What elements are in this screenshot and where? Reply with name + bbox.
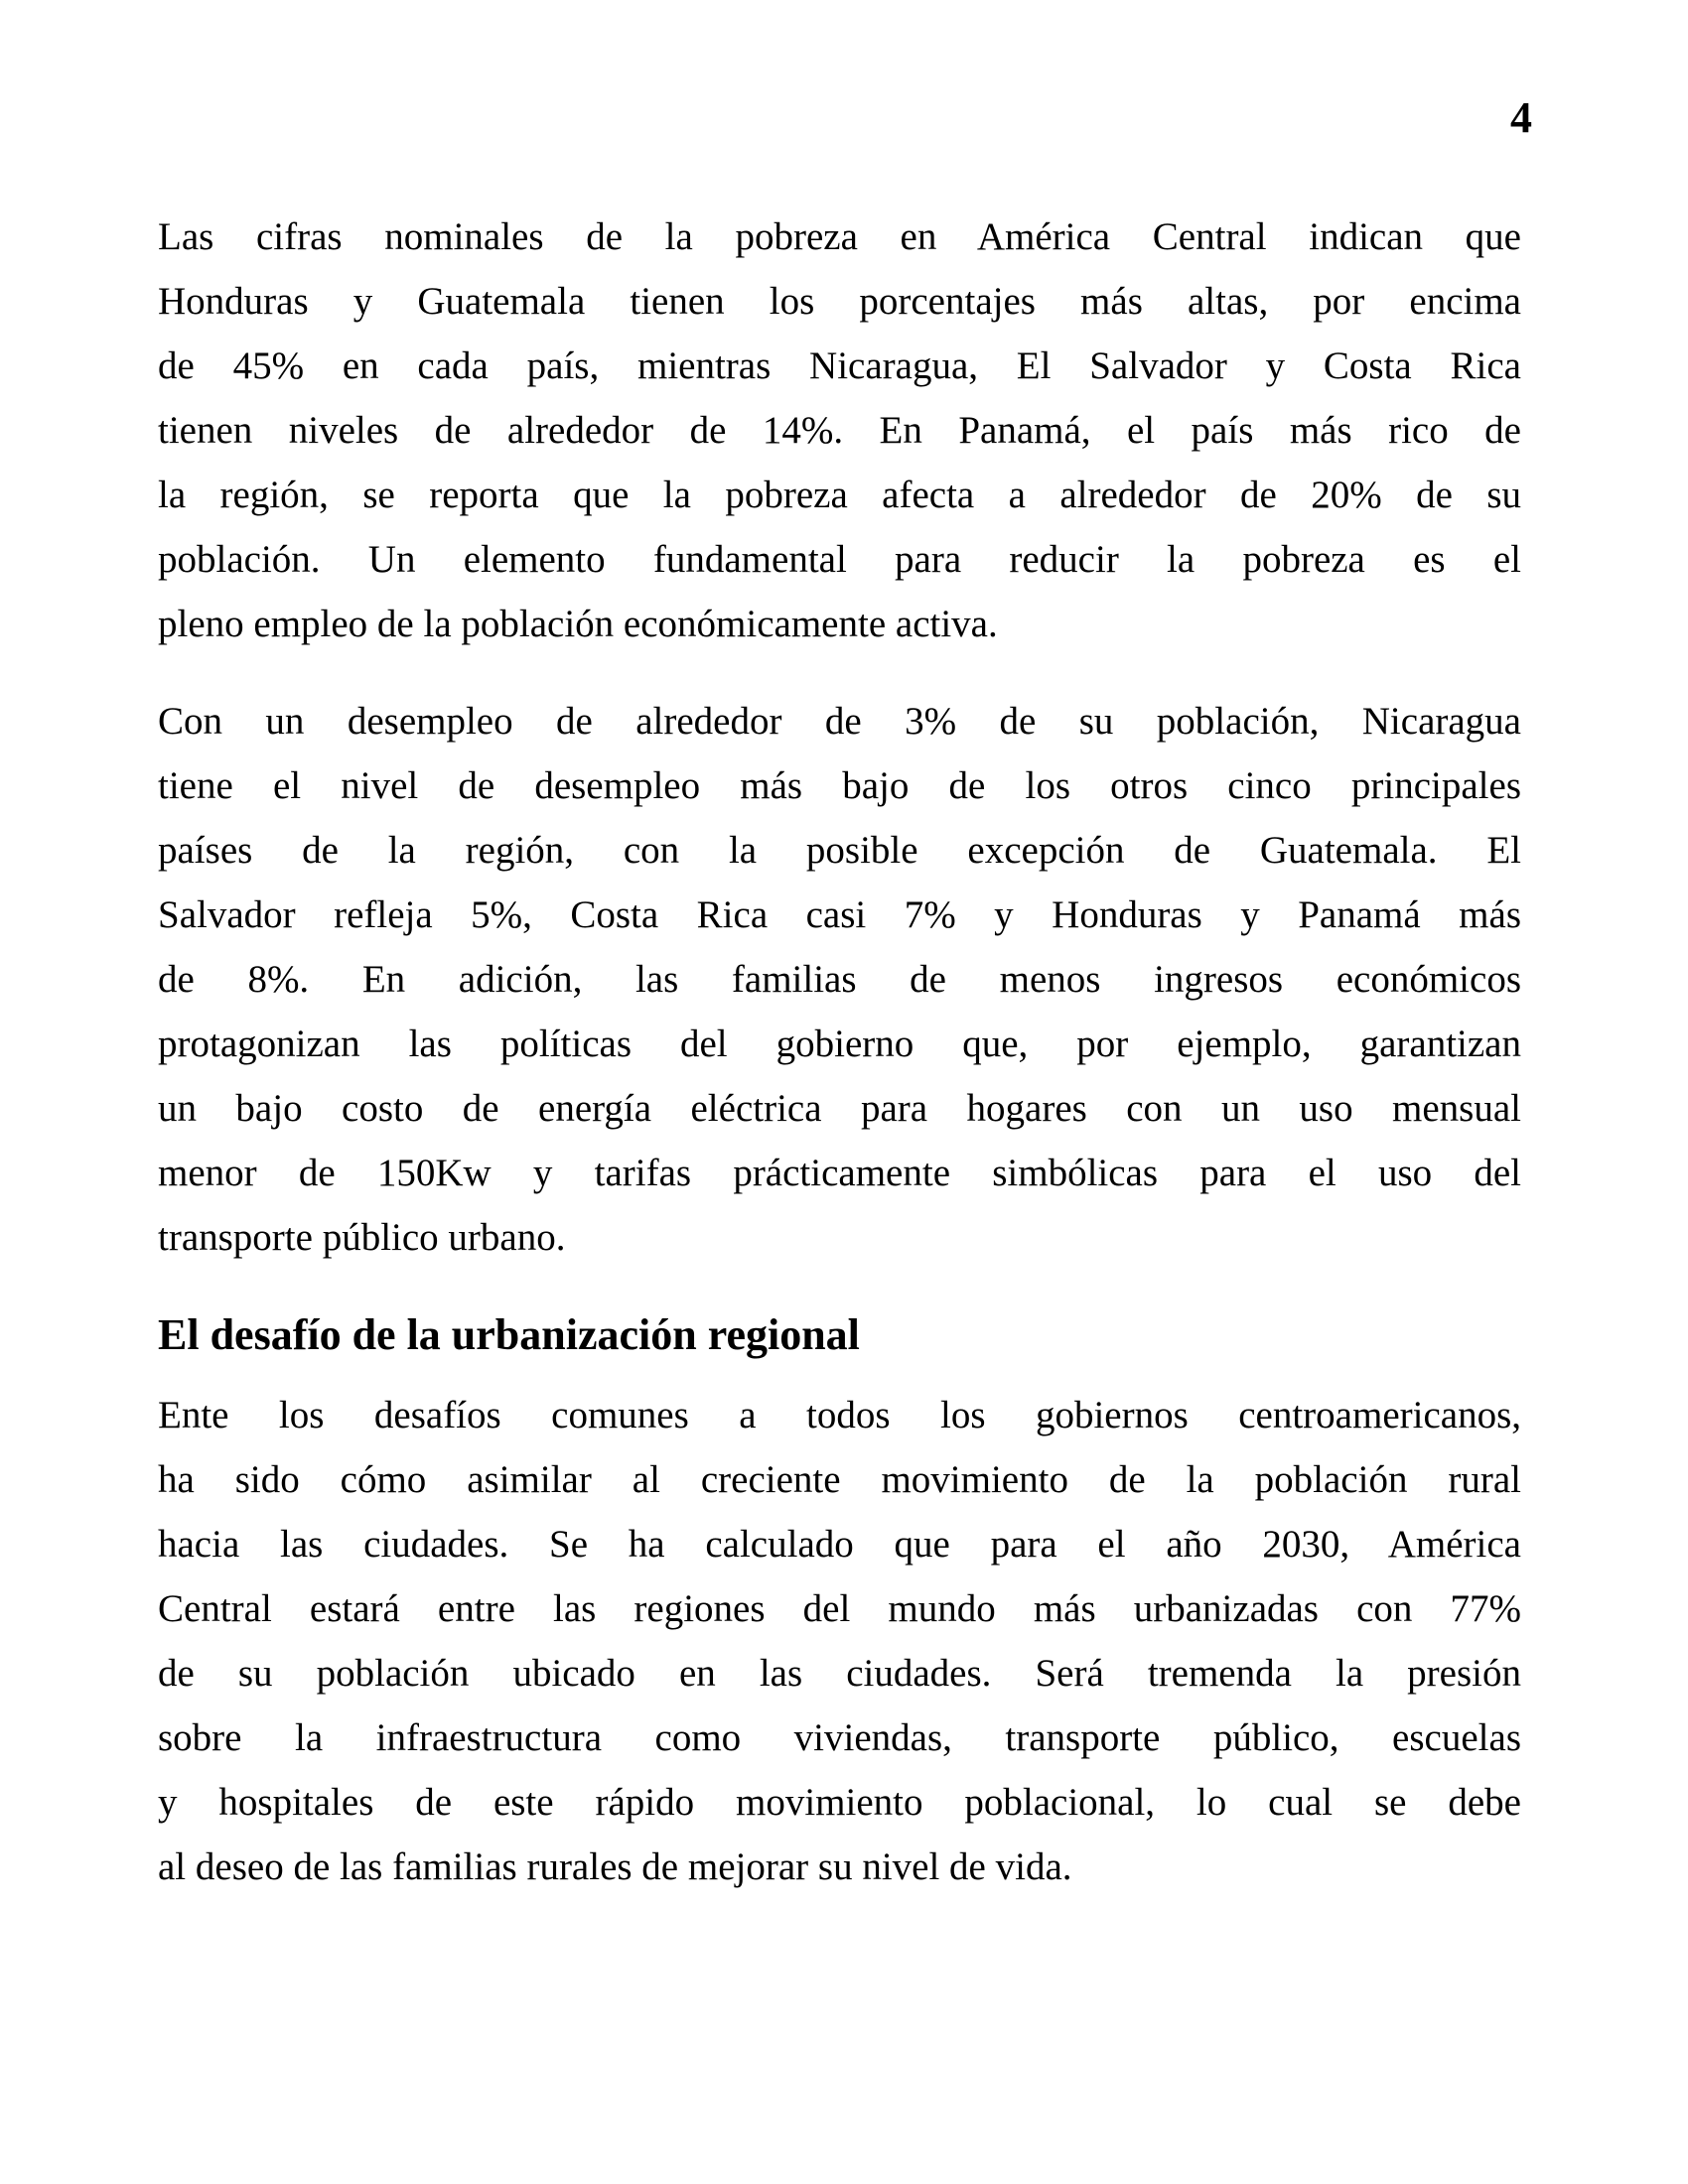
text-line: menor de 150Kw y tarifas prácticamente simbólicas para el uso del <box>158 1152 1521 1194</box>
text-line: un bajo costo de energía eléctrica para hogares con un uso mensual <box>158 1087 1521 1130</box>
text-line: de su población ubicado en las ciudades. Será tremenda la presión <box>158 1652 1521 1695</box>
text-line: de 8%. En adición, las familias de menos ingresos económicos <box>158 958 1521 1001</box>
text-line: la región, se reporta que la pobreza afecta a alrededor de 20% de su <box>158 474 1521 516</box>
page-content <box>158 205 1521 1899</box>
text-line: de 45% en cada país, mientras Nicaragua, El Salvador y Costa Rica <box>158 344 1521 387</box>
paragraph <box>158 1383 1521 1899</box>
text-line: Honduras y Guatemala tienen los porcentajes más altas, por encima <box>158 280 1521 323</box>
paragraph <box>158 205 1521 656</box>
text-line: protagonizan las políticas del gobierno que, por ejemplo, garantizan <box>158 1023 1521 1065</box>
text-line: transporte público urbano. <box>158 1216 566 1259</box>
text-line: Central estará entre las regiones del mundo más urbanizadas con 77% <box>158 1587 1521 1630</box>
paragraph <box>158 689 1521 1270</box>
text-line: tienen niveles de alrededor de 14%. En Panamá, el país más rico de <box>158 409 1521 452</box>
text-line: tiene el nivel de desempleo más bajo de los otros cinco principales <box>158 764 1521 807</box>
text-line: población. Un elemento fundamental para reducir la pobreza es el <box>158 538 1521 581</box>
text-line: sobre la infraestructura como viviendas, transporte público, escuelas <box>158 1716 1521 1759</box>
page-number: 4 <box>1510 93 1532 142</box>
text-line: Salvador refleja 5%, Costa Rica casi 7% y Honduras y Panamá más <box>158 893 1521 936</box>
text-line: al deseo de las familias rurales de mejorar su nivel de vida. <box>158 1845 1072 1888</box>
text-line: Las cifras nominales de la pobreza en América Central indican que <box>158 215 1521 258</box>
text-line: pleno empleo de la población económicamente activa. <box>158 603 998 645</box>
section-heading: El desafío de la urbanización regional <box>158 1310 860 1359</box>
text-line: Ente los desafíos comunes a todos los gobiernos centroamericanos, <box>158 1394 1521 1436</box>
text-line: Con un desempleo de alrededor de 3% de su población, Nicaragua <box>158 700 1521 743</box>
text-line: hacia las ciudades. Se ha calculado que para el año 2030, América <box>158 1523 1521 1566</box>
text-line: ha sido cómo asimilar al creciente movimiento de la población rural <box>158 1458 1521 1501</box>
text-line: países de la región, con la posible excepción de Guatemala. El <box>158 829 1521 872</box>
text-line: y hospitales de este rápido movimiento poblacional, lo cual se debe <box>158 1781 1521 1824</box>
